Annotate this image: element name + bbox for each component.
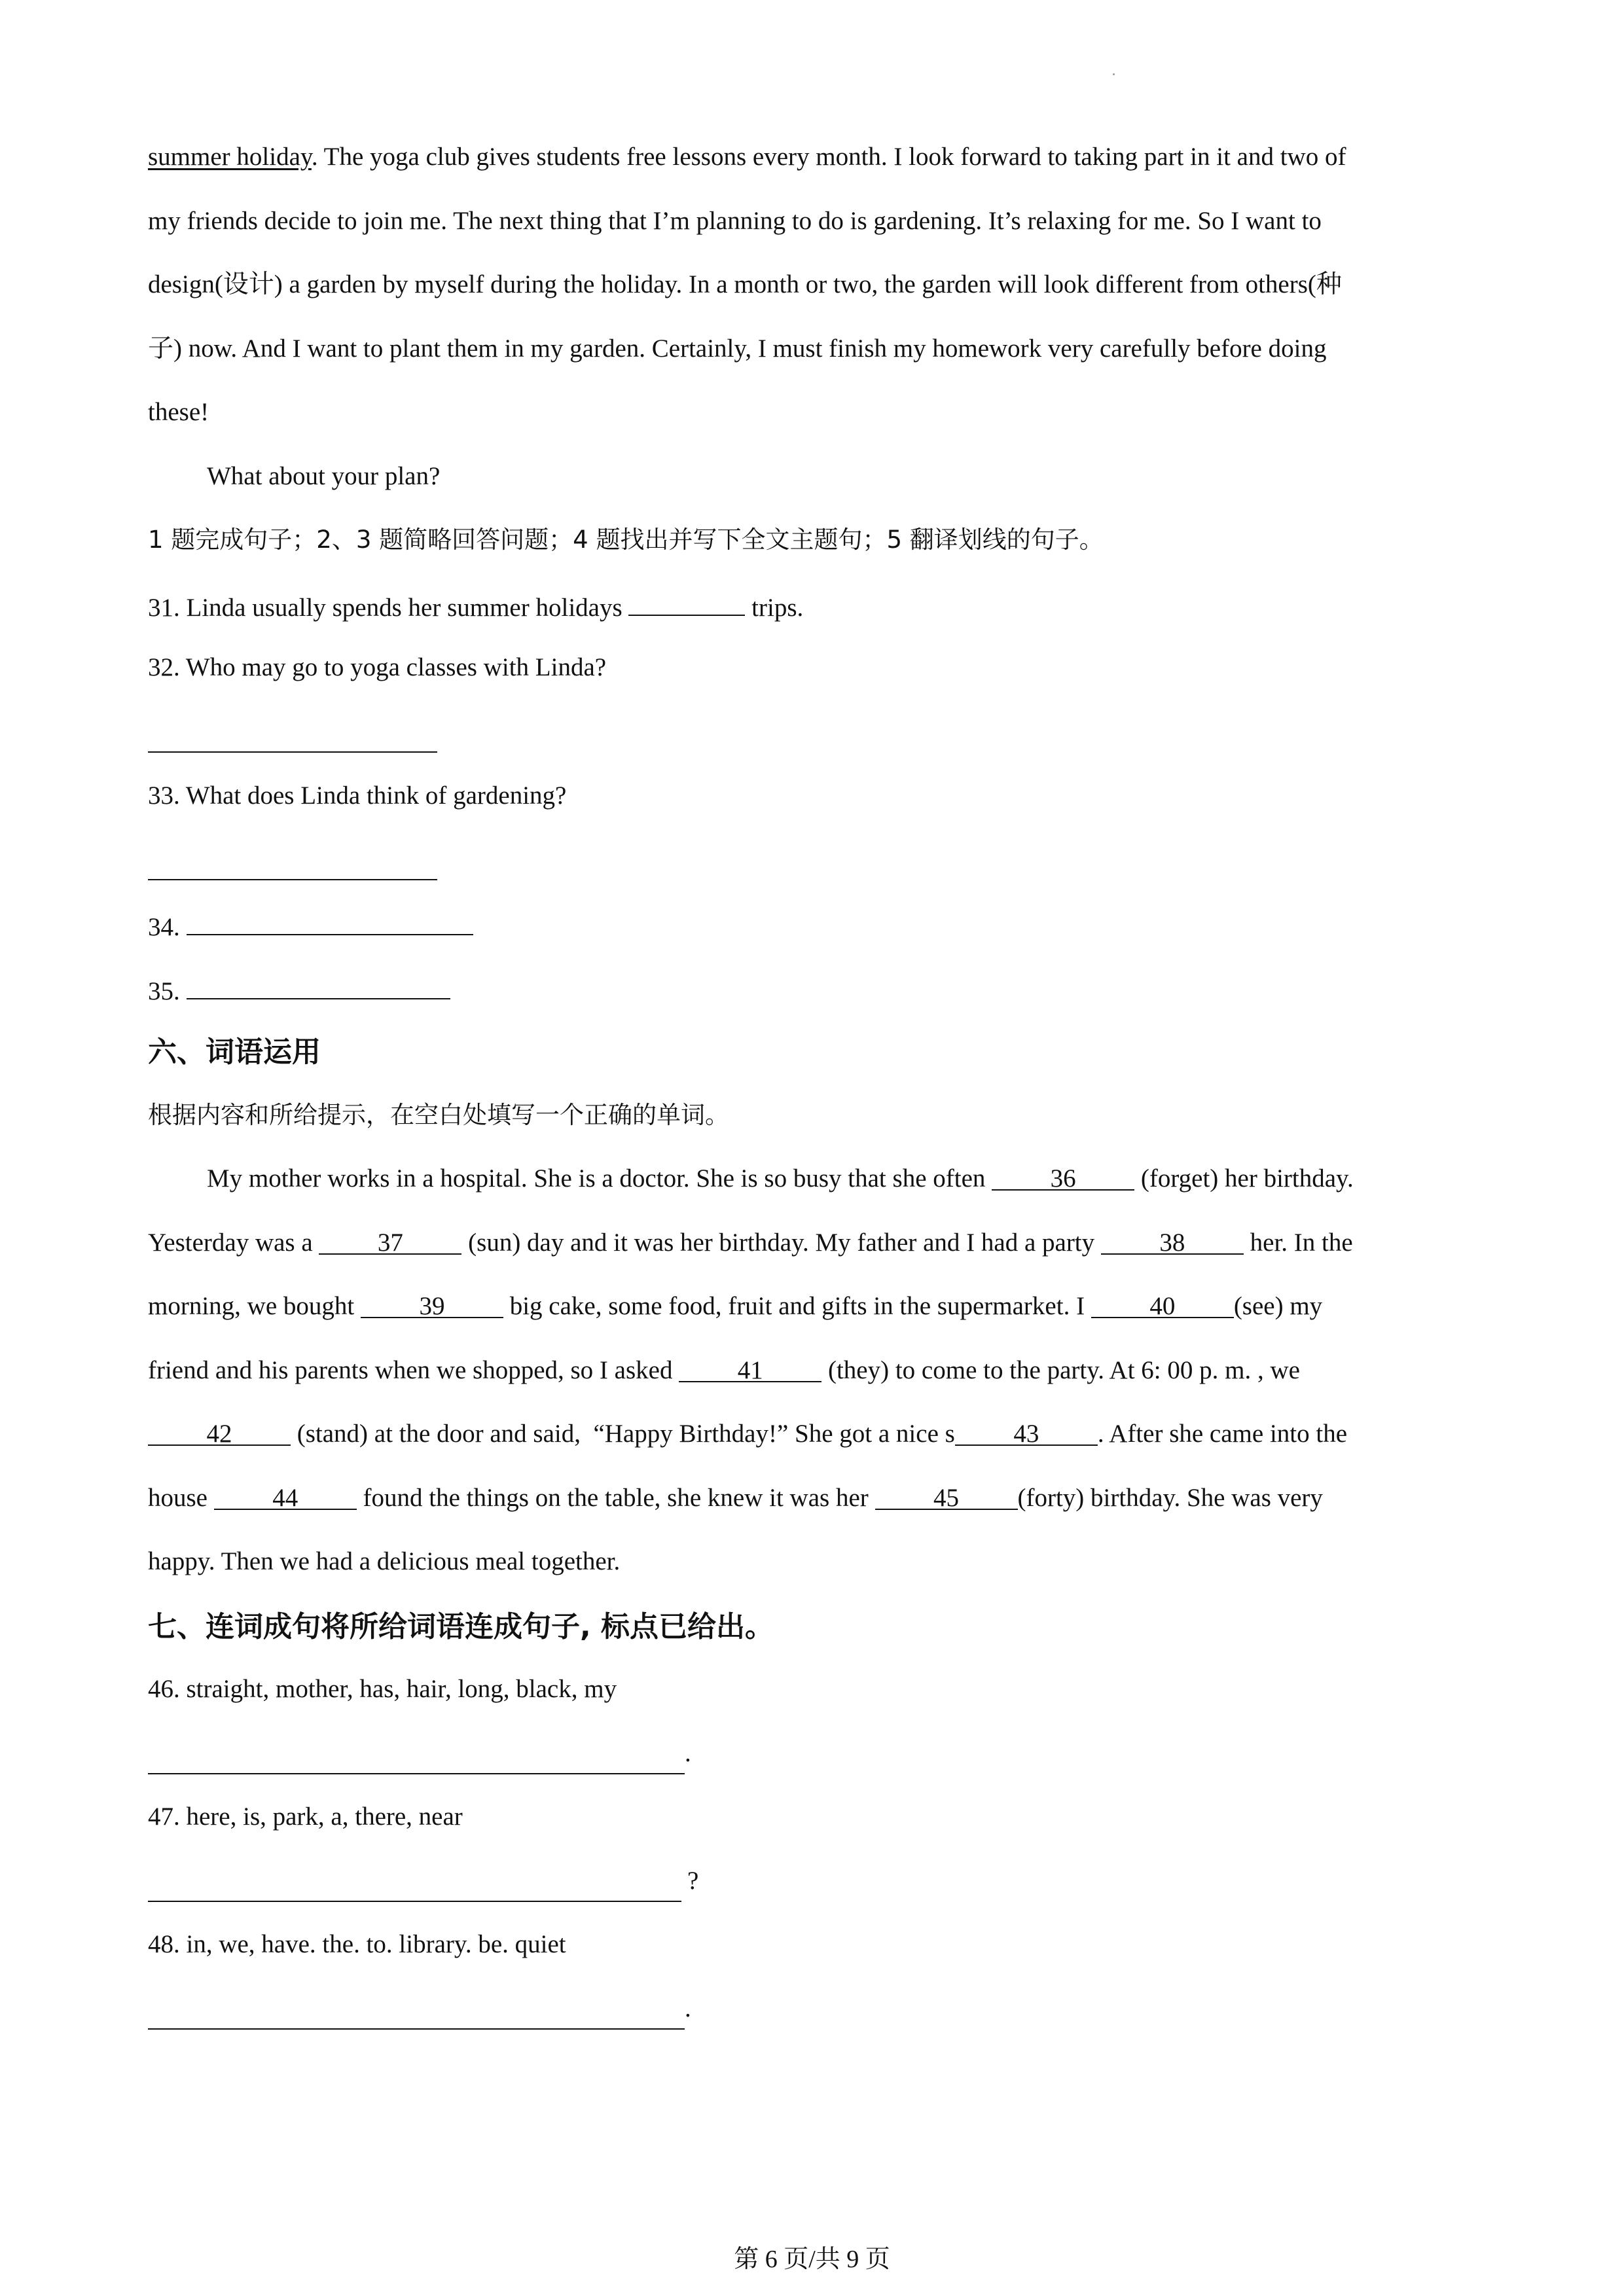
cloze-line-5: 42 (stand) at the door and said, “Happy Birthday!” She got a nice s 43 . After she came into the xyxy=(148,1418,1347,1450)
answer-blank-35[interactable] xyxy=(187,972,450,999)
answer-line-33[interactable] xyxy=(148,879,437,880)
cloze-blank-41[interactable]: 41 xyxy=(679,1355,821,1382)
question-47-end: ? xyxy=(687,1867,699,1895)
section-6-heading: 六、词语运用 xyxy=(148,1035,321,1069)
question-46: 46. straight, mother, has, hair, long, black, my xyxy=(148,1675,617,1703)
answer-line-46[interactable] xyxy=(148,1773,685,1774)
cloze-line-4: friend and his parents when we shopped, so I asked 41 (they) to come to the party. At 6: 00 p. m. , we xyxy=(148,1356,1300,1384)
cloze-blank-44[interactable]: 44 xyxy=(214,1482,357,1510)
section-6-instruction: 根据内容和所给提示，在空白处填写一个正确的单词。 xyxy=(148,1101,729,1129)
cloze-line-7: happy. Then we had a delicious meal together. xyxy=(148,1547,621,1575)
scan-dot xyxy=(1113,73,1115,75)
cloze-blank-37[interactable]: 37 xyxy=(319,1227,461,1255)
question-31: 31. Linda usually spends her summer holidays trips. xyxy=(148,588,803,624)
answer-blank-34[interactable] xyxy=(187,908,473,935)
section-7-heading: 七、连词成句将所给词语连成句子, 标点已给出。 xyxy=(148,1610,774,1643)
answer-line-47[interactable] xyxy=(148,1901,681,1902)
question-46-end: . xyxy=(685,1739,691,1767)
page-footer: 第 6 页/共 9 页 xyxy=(734,2246,890,2273)
passage-line-4: 子) now. And I want to plant them in my garden. Certainly, I must finish my homework very carefully before doing xyxy=(148,334,1327,363)
question-47: 47. here, is, park, a, there, near xyxy=(148,1803,463,1831)
question-34: 34. xyxy=(148,908,473,943)
question-48-end: . xyxy=(685,1994,691,2022)
passage-line-1: summer holiday. The yoga club gives students free lessons every month. I look forward to taking part in it and two of xyxy=(148,143,1346,171)
underlined-sentence: summer holiday xyxy=(148,143,312,171)
cloze-blank-36[interactable]: 36 xyxy=(992,1163,1134,1191)
cloze-line-3: morning, we bought 39 big cake, some food, fruit and gifts in the supermarket. I 40 (see) my xyxy=(148,1292,1323,1320)
cloze-blank-43[interactable]: 43 xyxy=(955,1418,1098,1446)
question-33: 33. What does Linda think of gardening? xyxy=(148,781,567,810)
question-35: 35. xyxy=(148,972,450,1007)
answer-line-48[interactable] xyxy=(148,2028,685,2030)
cloze-line-2: Yesterday was a 37 (sun) day and it was her birthday. My father and I had a party 38 her. In the xyxy=(148,1229,1353,1257)
question-48: 48. in, we, have. the. to. library. be. quiet xyxy=(148,1930,566,1958)
answer-line-32[interactable] xyxy=(148,751,437,753)
passage-line-3: design(设计) a garden by myself during the holiday. In a month or two, the garden will look different from others(种 xyxy=(148,270,1342,298)
cloze-blank-39[interactable]: 39 xyxy=(361,1291,503,1318)
passage-line-6: What about your plan? xyxy=(207,462,441,490)
question-32: 32. Who may go to yoga classes with Linda? xyxy=(148,653,607,681)
passage-line-2: my friends decide to join me. The next thing that I’m planning to do is gardening. It’s relaxing for me. So I want to xyxy=(148,207,1322,235)
cloze-line-1: My mother works in a hospital. She is a doctor. She is so busy that she often 36 (forget) her birthday. xyxy=(207,1164,1354,1193)
cloze-blank-45[interactable]: 45 xyxy=(875,1482,1018,1510)
cloze-blank-38[interactable]: 38 xyxy=(1101,1227,1244,1255)
reading-instruction: 1 题完成句子；2、3 题简略回答问题；4 题找出并写下全文主题句；5 翻译划线的句子。 xyxy=(148,526,1104,554)
cloze-line-6: house 44 found the things on the table, she knew it was her 45 (forty) birthday. She was very xyxy=(148,1484,1323,1512)
answer-blank-31[interactable] xyxy=(628,588,745,616)
cloze-blank-40[interactable]: 40 xyxy=(1091,1291,1234,1318)
cloze-blank-42[interactable]: 42 xyxy=(148,1418,291,1446)
passage-line-5: these! xyxy=(148,398,209,426)
